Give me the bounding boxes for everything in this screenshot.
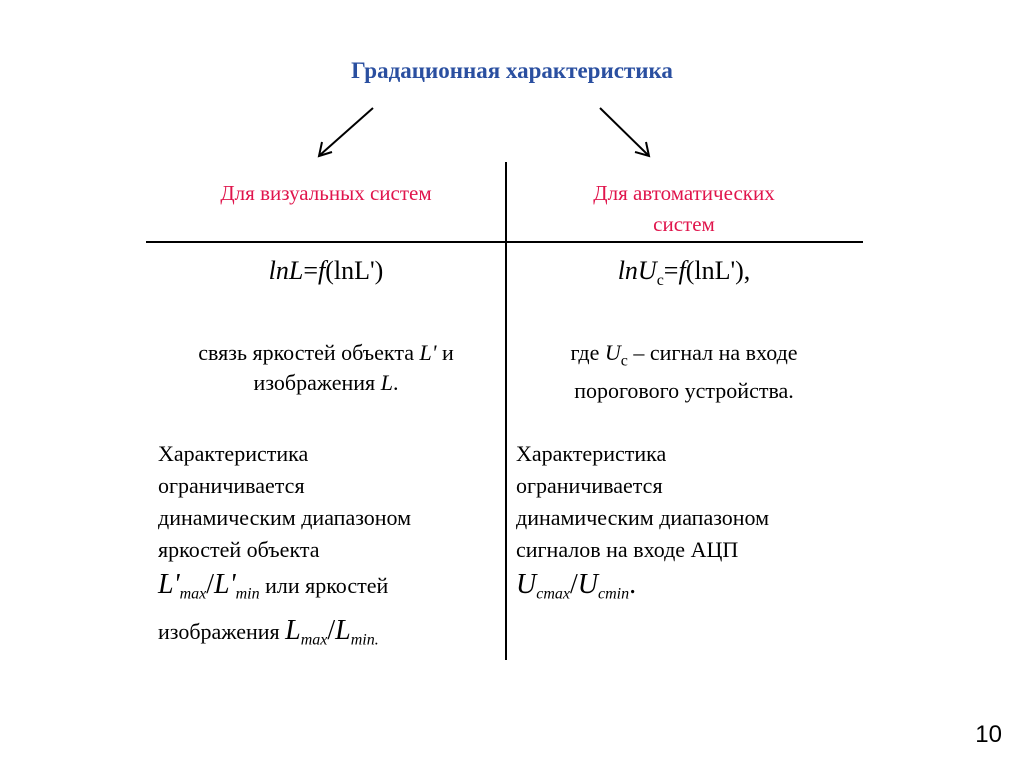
right-formula-ln: lnU bbox=[617, 256, 657, 285]
column-divider bbox=[505, 162, 507, 660]
left-formula-ln: lnL bbox=[268, 256, 304, 285]
left-body-line: Характеристика bbox=[158, 441, 309, 466]
left-body-line: ограничивается bbox=[158, 473, 305, 498]
ratio-text: или яркостей bbox=[265, 573, 389, 598]
left-formula-f: f bbox=[318, 256, 326, 285]
left-desc-var1: L' bbox=[419, 340, 437, 365]
right-desc-text3: порогового устройства. bbox=[574, 378, 794, 404]
left-desc-var2: L bbox=[380, 370, 393, 395]
arrows bbox=[300, 100, 680, 170]
ratio-var: L bbox=[285, 615, 301, 647]
ratio-slash: / bbox=[570, 569, 578, 600]
right-formula-end: '), bbox=[730, 256, 751, 285]
left-body-line: динамическим диапазоном bbox=[158, 505, 412, 530]
right-formula-f: f bbox=[678, 256, 686, 285]
right-arrow-icon bbox=[600, 108, 649, 156]
left-desc-text2: и bbox=[441, 340, 454, 365]
left-ratio-line bbox=[158, 566, 503, 613]
ratio-sub: min bbox=[235, 585, 260, 603]
slide-title: Градационная характеристика bbox=[351, 58, 673, 83]
left-formula-end: ') bbox=[370, 256, 384, 285]
right-body-line: ограничивается bbox=[516, 473, 663, 498]
right-body bbox=[516, 438, 861, 613]
right-header bbox=[508, 178, 860, 240]
left-ratio-line-2 bbox=[158, 613, 503, 658]
ratio-sub: cmax bbox=[536, 585, 570, 603]
right-header-line1: Для автоматических bbox=[593, 181, 775, 205]
left-desc-dot: . bbox=[392, 370, 399, 395]
header-rule bbox=[146, 241, 863, 243]
left-body-line: яркостей объекта bbox=[158, 537, 320, 562]
right-desc-text1: где bbox=[570, 340, 600, 365]
right-ratio-line bbox=[516, 566, 861, 613]
ratio-var: L' bbox=[214, 569, 236, 600]
left-arrow-icon bbox=[319, 108, 373, 156]
right-formula-paren: (lnL bbox=[685, 256, 731, 285]
right-desc-var: U bbox=[604, 340, 621, 365]
right-formula-sub: c bbox=[656, 272, 664, 290]
ratio-sub: min. bbox=[350, 631, 379, 649]
right-description bbox=[508, 338, 860, 406]
ratio-text: изображения bbox=[158, 619, 280, 645]
ratio-slash: / bbox=[327, 615, 336, 647]
ratio-var: L' bbox=[158, 569, 180, 600]
left-formula bbox=[150, 256, 502, 286]
right-desc-text2: – сигнал на входе bbox=[633, 340, 798, 365]
right-body-line: динамическим диапазоном bbox=[516, 505, 770, 530]
right-formula-eq: = bbox=[663, 256, 679, 285]
ratio-sub: max bbox=[179, 585, 207, 603]
ratio-var: L bbox=[335, 615, 351, 647]
ratio-sub: cmin bbox=[598, 585, 630, 603]
right-body-line: Характеристика bbox=[516, 441, 667, 466]
right-header-line2: систем bbox=[653, 212, 715, 236]
right-desc-sub: с bbox=[620, 352, 628, 370]
left-body bbox=[158, 438, 503, 659]
left-header: Для визуальных систем bbox=[220, 181, 432, 205]
ratio-dot: . bbox=[629, 569, 637, 600]
ratio-var: U bbox=[577, 569, 599, 600]
right-body-line: сигналов на входе АЦП bbox=[516, 537, 739, 562]
ratio-slash: / bbox=[206, 569, 214, 600]
left-formula-eq: = bbox=[303, 256, 318, 285]
right-formula bbox=[508, 256, 860, 290]
ratio-var: U bbox=[516, 569, 537, 600]
ratio-sub: max bbox=[300, 631, 328, 649]
left-desc-text3: изображения bbox=[253, 370, 376, 395]
left-desc-text1: связь яркостей объекта bbox=[198, 340, 414, 365]
page-number: 10 bbox=[975, 721, 1002, 748]
left-description bbox=[150, 338, 502, 398]
left-formula-paren: (lnL bbox=[325, 256, 370, 285]
